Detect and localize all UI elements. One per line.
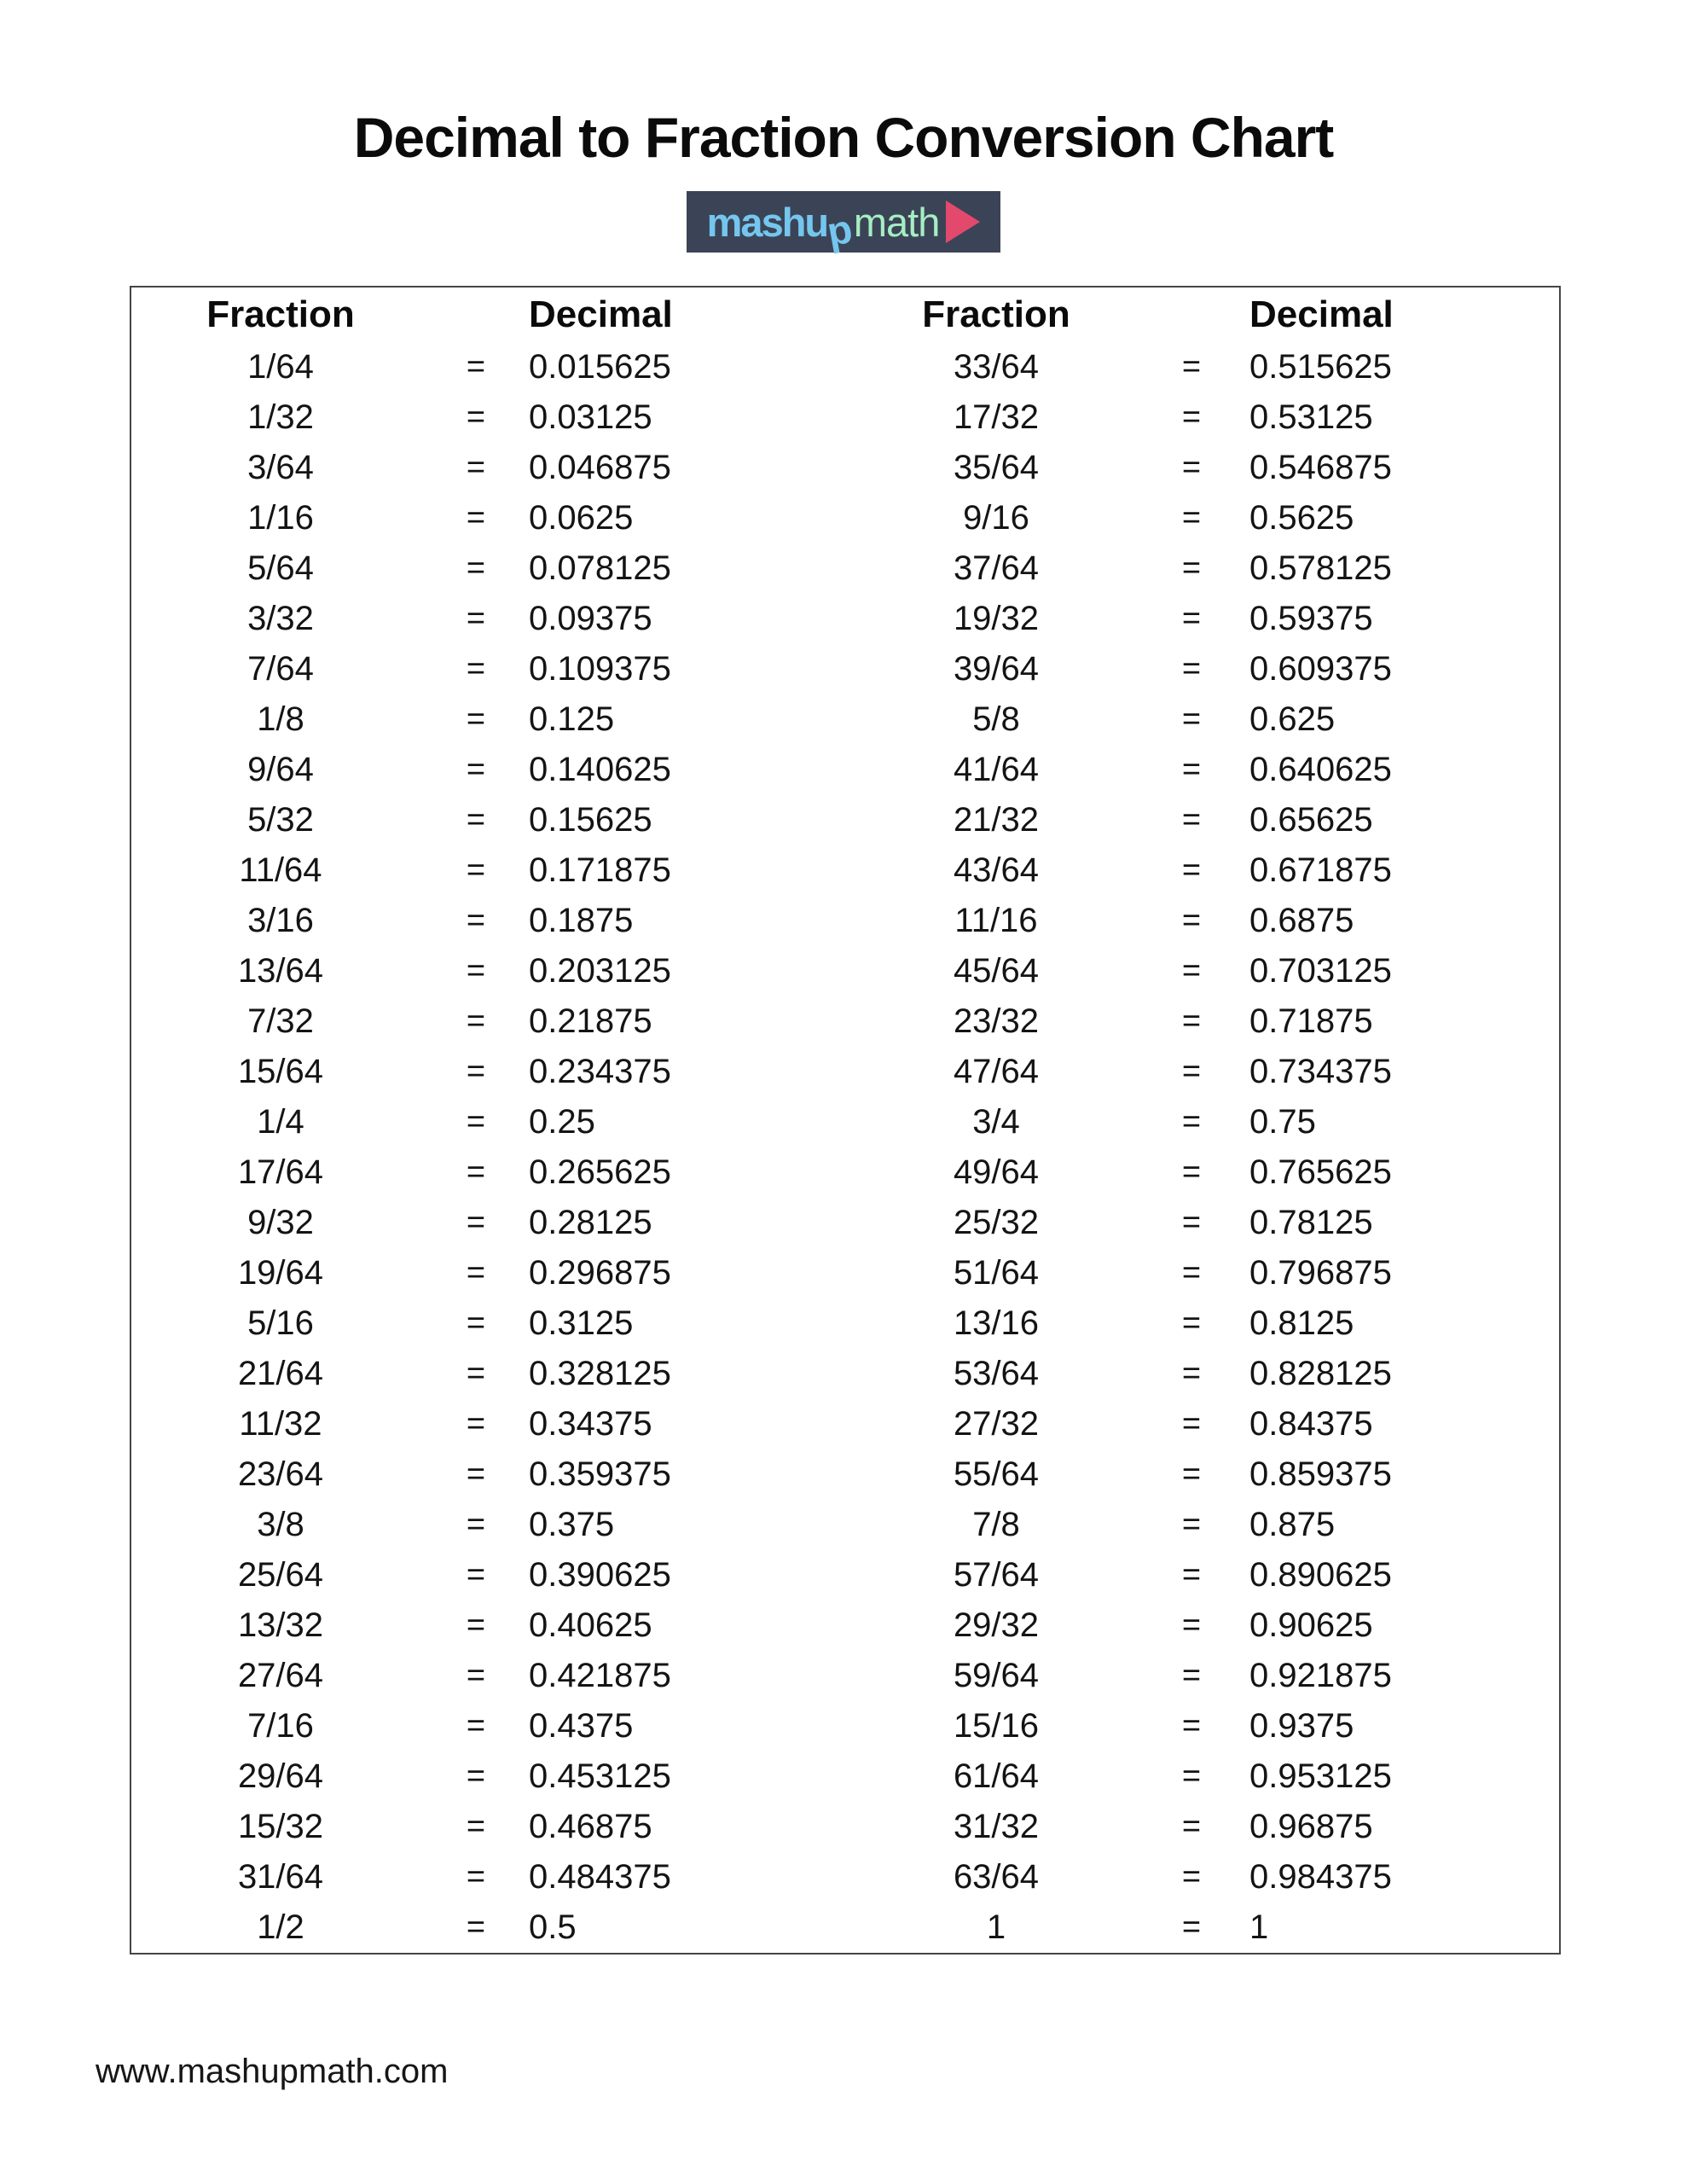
fraction-cell: 3/16 [247,902,314,939]
decimal-cell: 0.859375 [1249,1455,1392,1493]
decimal-cell: 0.109375 [529,650,671,688]
equals-sign: = [466,802,486,838]
decimal-cell: 0.53125 [1249,398,1373,436]
equals-sign: = [1181,1758,1202,1794]
decimal-cell: 0.328125 [529,1355,671,1392]
decimal-cell: 0.078125 [529,549,671,587]
fraction-cell: 39/64 [953,650,1040,688]
fraction-cell: 3/32 [247,600,314,637]
fraction-cell: 3/64 [247,449,314,486]
fraction-cell: 31/32 [953,1808,1040,1845]
table-row [131,543,1559,594]
fraction-cell: 23/32 [953,1002,1040,1040]
fraction-cell: 15/32 [237,1808,324,1845]
fraction-cell: 7/8 [972,1506,1020,1543]
mashupmath-logo [687,191,1000,253]
equals-sign: = [1181,1708,1202,1744]
decimal-cell: 0.453125 [529,1757,671,1795]
decimal-cell: 0.890625 [1249,1556,1392,1594]
decimal-cell: 0.296875 [529,1254,671,1292]
table-row [131,1852,1559,1902]
equals-sign: = [1181,1406,1202,1442]
fraction-cell: 7/64 [247,650,314,688]
equals-sign: = [1181,399,1202,435]
table-row [131,1147,1559,1198]
equals-sign: = [466,500,486,536]
decimal-cell: 0.09375 [529,600,652,637]
equals-sign: = [466,903,486,938]
table-row [131,1298,1559,1349]
equals-sign: = [466,1356,486,1391]
decimal-cell: 0.59375 [1249,600,1373,637]
equals-sign: = [1181,1356,1202,1391]
equals-sign: = [1181,1205,1202,1240]
decimal-cell: 0.15625 [529,801,652,839]
fraction-cell: 21/32 [953,801,1040,839]
logo-text-mashup: mashu [706,199,828,245]
fraction-cell: 51/64 [953,1254,1040,1292]
decimal-cell: 0.96875 [1249,1808,1373,1845]
decimal-cell: 0.953125 [1249,1757,1392,1795]
equals-sign: = [1181,1658,1202,1693]
equals-sign: = [466,1255,486,1291]
decimal-cell: 0.5 [529,1908,577,1946]
fraction-cell: 29/64 [237,1757,324,1795]
decimal-cell: 0.71875 [1249,1002,1373,1040]
logo-text-math: math [853,199,940,245]
equals-sign: = [466,1557,486,1593]
table-row [131,1802,1559,1852]
fraction-cell: 19/32 [953,600,1040,637]
equals-sign: = [466,1909,486,1945]
fraction-cell: 13/32 [237,1606,324,1644]
fraction-cell: 5/16 [247,1304,314,1342]
decimal-cell: 0.375 [529,1506,615,1543]
decimal-cell: 0.421875 [529,1657,671,1694]
equals-sign: = [466,1305,486,1341]
decimal-cell: 0.140625 [529,751,671,788]
decimal-cell: 0.796875 [1249,1254,1392,1292]
decimal-cell: 0.515625 [1249,348,1392,386]
decimal-cell: 0.484375 [529,1858,671,1896]
equals-sign: = [466,1054,486,1089]
decimal-cell: 0.21875 [529,1002,652,1040]
fraction-cell: 9/64 [247,751,314,788]
decimal-cell: 0.34375 [529,1405,652,1443]
equals-sign: = [466,1708,486,1744]
decimal-cell: 0.984375 [1249,1858,1392,1896]
decimal-cell: 0.359375 [529,1455,671,1493]
table-row [131,342,1559,392]
fraction-cell: 5/32 [247,801,314,839]
table-row [131,1651,1559,1701]
page-title: Decimal to Fraction Conversion Chart [353,106,1334,169]
fraction-cell: 41/64 [953,751,1040,788]
decimal-cell: 0.40625 [529,1606,652,1644]
fraction-cell: 21/64 [237,1355,324,1392]
fraction-cell: 9/32 [247,1204,314,1241]
equals-sign: = [1181,500,1202,536]
fraction-cell: 11/32 [239,1405,322,1443]
equals-sign: = [466,1154,486,1190]
decimal-cell: 0.875 [1249,1506,1336,1543]
decimal-cell: 0.578125 [1249,549,1392,587]
table-row [131,1600,1559,1651]
fraction-cell: 1 [986,1908,1006,1946]
fraction-cell: 37/64 [953,549,1040,587]
decimal-cell: 0.3125 [529,1304,634,1342]
conversion-table [130,286,1561,1955]
fraction-cell: 63/64 [953,1858,1040,1896]
equals-sign: = [1181,1557,1202,1593]
table-row [131,946,1559,996]
decimal-cell: 0.8125 [1249,1304,1354,1342]
table-row [131,845,1559,896]
decimal-cell: 0.015625 [529,348,671,386]
fraction-cell: 11/16 [954,902,1038,939]
fraction-cell: 45/64 [953,952,1040,990]
header-decimal-left: Decimal [529,293,673,335]
decimal-cell: 0.171875 [529,851,671,889]
table-row [131,594,1559,644]
equals-sign: = [1181,651,1202,687]
table-row [131,996,1559,1047]
fraction-cell: 57/64 [953,1556,1040,1594]
table-row [131,795,1559,845]
header-fraction-right: Fraction [922,293,1070,335]
fraction-cell: 47/64 [953,1053,1040,1090]
equals-sign: = [466,1406,486,1442]
equals-sign: = [466,1507,486,1542]
fraction-cell: 19/64 [237,1254,324,1292]
equals-sign: = [466,1607,486,1643]
equals-sign: = [1181,852,1202,888]
equals-sign: = [466,1104,486,1140]
equals-sign: = [1181,953,1202,989]
decimal-cell: 0.9375 [1249,1707,1354,1745]
fraction-cell: 1/16 [247,499,314,537]
fraction-cell: 25/32 [953,1204,1040,1241]
equals-sign: = [466,1809,486,1844]
table-row [131,1500,1559,1550]
table-row [131,443,1559,493]
table-row [131,1902,1559,1953]
decimal-cell: 0.125 [529,700,615,738]
table-row [131,644,1559,694]
table-row [131,1399,1559,1449]
footer-url: www.mashupmath.com [96,2053,449,2090]
decimal-cell: 0.84375 [1249,1405,1373,1443]
fraction-cell: 1/2 [257,1908,304,1946]
fraction-cell: 9/16 [963,499,1029,537]
decimal-cell: 0.671875 [1249,851,1392,889]
equals-sign: = [466,450,486,485]
decimal-cell: 0.640625 [1249,751,1392,788]
fraction-cell: 61/64 [953,1757,1040,1795]
decimal-cell: 0.703125 [1249,952,1392,990]
fraction-cell: 29/32 [953,1606,1040,1644]
fraction-cell: 15/16 [953,1707,1040,1745]
fraction-cell: 27/64 [237,1657,324,1694]
fraction-cell: 1/64 [247,348,314,386]
table-row [131,1198,1559,1248]
table-row [131,392,1559,443]
decimal-cell: 0.609375 [1249,650,1392,688]
decimal-cell: 0.75 [1249,1103,1316,1141]
logo-letter-p: p [823,205,856,254]
decimal-cell: 0.28125 [529,1204,652,1241]
equals-sign: = [1181,1054,1202,1089]
decimal-cell: 0.1875 [529,902,634,939]
equals-sign: = [1181,1607,1202,1643]
fraction-cell: 11/64 [239,851,322,889]
decimal-cell: 0.828125 [1249,1355,1392,1392]
equals-sign: = [1181,701,1202,737]
equals-sign: = [1181,1456,1202,1492]
equals-sign: = [466,349,486,385]
table-row [131,1097,1559,1147]
decimal-cell: 0.390625 [529,1556,671,1594]
equals-sign: = [1181,550,1202,586]
fraction-cell: 7/32 [247,1002,314,1040]
equals-sign: = [1181,1154,1202,1190]
table-row [131,493,1559,543]
equals-sign: = [466,1658,486,1693]
equals-sign: = [466,852,486,888]
fraction-cell: 59/64 [953,1657,1040,1694]
fraction-cell: 23/64 [237,1455,324,1493]
decimal-cell: 0.65625 [1249,801,1373,839]
equals-sign: = [1181,1305,1202,1341]
equals-sign: = [1181,1859,1202,1895]
fraction-cell: 1/8 [257,700,304,738]
decimal-cell: 0.265625 [529,1153,671,1191]
fraction-cell: 55/64 [953,1455,1040,1493]
fraction-cell: 5/8 [972,700,1020,738]
decimal-cell: 0.921875 [1249,1657,1392,1694]
fraction-cell: 13/16 [953,1304,1040,1342]
fraction-cell: 3/4 [972,1103,1020,1141]
table-row [131,1701,1559,1751]
equals-sign: = [466,399,486,435]
table-row [131,694,1559,745]
equals-sign: = [1181,903,1202,938]
fraction-cell: 17/32 [953,398,1040,436]
decimal-cell: 0.4375 [529,1707,634,1745]
equals-sign: = [1181,1507,1202,1542]
fraction-cell: 1/4 [257,1103,304,1141]
decimal-cell: 0.046875 [529,449,671,486]
equals-sign: = [466,1003,486,1039]
decimal-cell: 0.765625 [1249,1153,1392,1191]
table-row [131,1349,1559,1399]
decimal-cell: 0.203125 [529,952,671,990]
fraction-cell: 7/16 [247,1707,314,1745]
decimal-cell: 0.546875 [1249,449,1392,486]
fraction-cell: 43/64 [953,851,1040,889]
equals-sign: = [1181,1003,1202,1039]
fraction-cell: 33/64 [953,348,1040,386]
decimal-cell: 1 [1249,1908,1269,1946]
equals-sign: = [466,1456,486,1492]
fraction-cell: 31/64 [237,1858,324,1896]
equals-sign: = [466,550,486,586]
decimal-cell: 0.25 [529,1103,595,1141]
equals-sign: = [466,1758,486,1794]
decimal-cell: 0.0625 [529,499,634,537]
table-row [131,1248,1559,1298]
fraction-cell: 53/64 [953,1355,1040,1392]
equals-sign: = [1181,601,1202,636]
decimal-cell: 0.6875 [1249,902,1354,939]
fraction-cell: 1/32 [247,398,314,436]
equals-sign: = [466,752,486,787]
equals-sign: = [1181,1104,1202,1140]
equals-sign: = [1181,1909,1202,1945]
table-body [131,342,1559,1953]
fraction-cell: 3/8 [257,1506,304,1543]
header-fraction-left: Fraction [206,293,355,335]
table-header [131,288,1559,342]
fraction-cell: 15/64 [237,1053,324,1090]
equals-sign: = [466,953,486,989]
decimal-cell: 0.734375 [1249,1053,1392,1090]
fraction-cell: 27/32 [953,1405,1040,1443]
decimal-cell: 0.46875 [529,1808,652,1845]
equals-sign: = [466,601,486,636]
table-row [131,1047,1559,1097]
fraction-cell: 49/64 [953,1153,1040,1191]
decimal-cell: 0.03125 [529,398,652,436]
equals-sign: = [466,1859,486,1895]
table-row [131,745,1559,795]
fraction-cell: 5/64 [247,549,314,587]
fraction-cell: 25/64 [237,1556,324,1594]
equals-sign: = [1181,1255,1202,1291]
equals-sign: = [1181,802,1202,838]
equals-sign: = [466,701,486,737]
table-row [131,1449,1559,1500]
decimal-cell: 0.78125 [1249,1204,1373,1241]
decimal-cell: 0.234375 [529,1053,671,1090]
table-row [131,896,1559,946]
equals-sign: = [466,1205,486,1240]
equals-sign: = [1181,1809,1202,1844]
fraction-cell: 13/64 [237,952,324,990]
fraction-cell: 35/64 [953,449,1040,486]
equals-sign: = [1181,349,1202,385]
play-icon [946,200,980,243]
fraction-cell: 17/64 [237,1153,324,1191]
table-row [131,1751,1559,1802]
equals-sign: = [1181,450,1202,485]
equals-sign: = [466,651,486,687]
table-row [131,1550,1559,1600]
decimal-cell: 0.5625 [1249,499,1354,537]
decimal-cell: 0.90625 [1249,1606,1373,1644]
decimal-cell: 0.625 [1249,700,1336,738]
header-decimal-right: Decimal [1249,293,1394,335]
equals-sign: = [1181,752,1202,787]
